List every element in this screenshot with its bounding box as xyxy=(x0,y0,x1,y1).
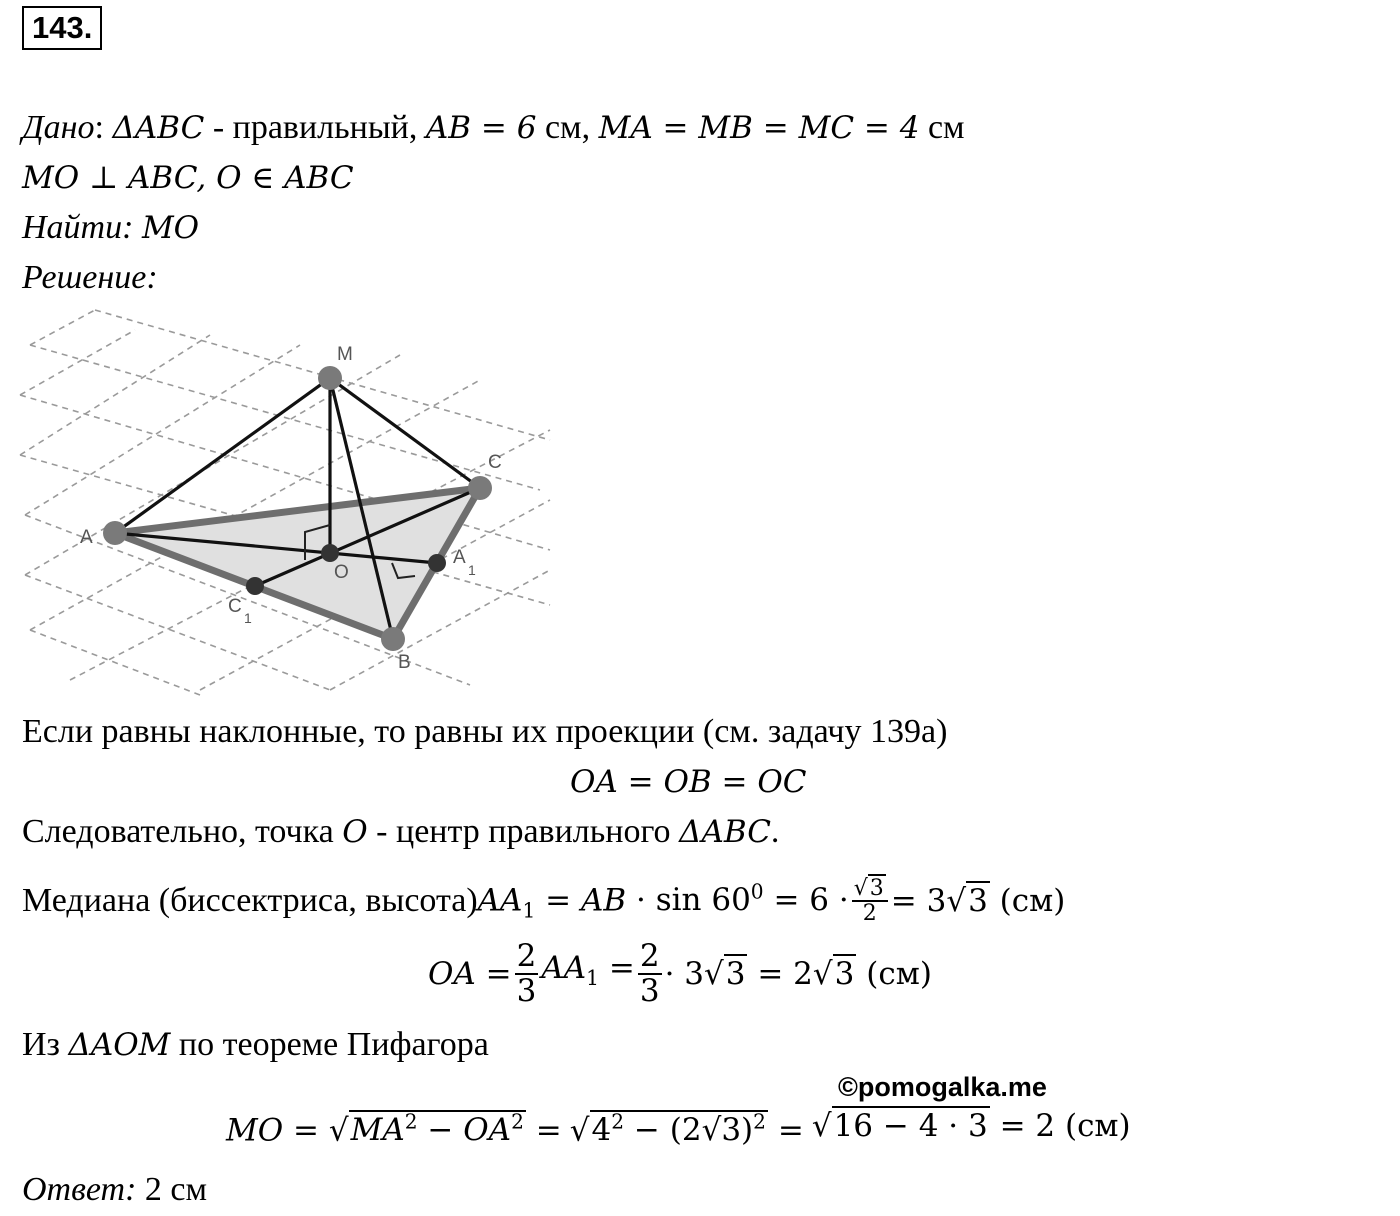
label-O: O xyxy=(334,562,349,583)
answer-label: Ответ: xyxy=(22,1171,137,1208)
label-A1: A xyxy=(453,547,466,568)
pyth-text-2: по теореме Пифагора xyxy=(170,1026,489,1063)
answer-line xyxy=(22,1170,207,1210)
median-expression: $AA_1$ = AB · $\sin 60^0 = 6$ · xyxy=(477,880,849,923)
mo-result: √16 − 4 · 3 = 2 (см) xyxy=(811,1108,1131,1145)
pyth-triangle: ΔAOM xyxy=(68,1027,171,1063)
label-C1-sub: 1 xyxy=(244,610,252,626)
label-C1: C xyxy=(228,596,242,617)
given-units-2: см xyxy=(919,109,965,146)
given-line-2: MO ⊥ ABC, O ∈ ABC xyxy=(22,160,354,196)
statement-projections: Если равны наклонные, то равны их проекции (см. задачу 139а) xyxy=(22,713,948,750)
watermark-text: ©pomogalka.me xyxy=(838,1072,1047,1102)
statement-center xyxy=(22,812,779,852)
oa-lhs: OA = xyxy=(428,955,512,992)
given-label: Дано xyxy=(22,109,95,146)
pyramid-figure xyxy=(0,300,580,700)
center-text-1: Следовательно, точка xyxy=(22,813,343,850)
label-C: C xyxy=(488,452,502,473)
median-text: Медиана (биссектриса, высота) xyxy=(22,882,478,920)
center-triangle: ΔABC xyxy=(679,814,771,850)
find-value: MO xyxy=(141,210,200,246)
oa-aa1: $AA_1$ = xyxy=(541,950,635,991)
statement-pythagoras xyxy=(22,1025,489,1065)
mo-lhs: MO = $√MA^2 - OA^2$ = xyxy=(226,1110,562,1149)
label-A1-sub: 1 xyxy=(468,562,476,578)
given-text: - правильный, xyxy=(204,109,426,146)
solution-label: Решение: xyxy=(22,259,158,296)
given-units-1: см, xyxy=(536,109,599,146)
pyth-text-1: Из xyxy=(22,1026,69,1063)
given-ma: MA = MB = MC = 4 xyxy=(598,110,920,146)
oa-result: · 3√3 = 2√3 (см) xyxy=(664,955,932,992)
center-point-o: O xyxy=(342,814,368,850)
fraction-two-thirds: $\frac{2}{3}$ xyxy=(516,938,537,1009)
given-ab: AB = 6 xyxy=(425,110,537,146)
oa-formula xyxy=(428,940,932,1007)
median-formula xyxy=(22,872,1065,931)
mo-formula xyxy=(226,1102,1131,1150)
problem-number: 143. xyxy=(22,6,102,50)
center-period: . xyxy=(770,813,780,850)
given-triangle: ΔABC xyxy=(112,110,205,146)
given-line-1: Дано: ΔABC - правильный, AB = 6 см, MA = MB = MC = 4 см xyxy=(22,109,965,146)
median-result: = 3√3 (см) xyxy=(890,883,1066,920)
center-text-2: - центр правильного xyxy=(367,813,680,850)
sqrt3-over-2: $\frac{√3}{2}$ xyxy=(852,877,888,925)
find-label: Найти: xyxy=(22,209,134,246)
equation-oa-ob-oc: OA = OB = OC xyxy=(570,764,807,800)
find-line xyxy=(22,208,199,248)
label-M: M xyxy=(337,344,353,365)
answer-value: 2 см xyxy=(136,1171,207,1208)
label-A: A xyxy=(80,527,93,548)
label-B: B xyxy=(398,652,411,673)
fraction-two-thirds-2: $\frac{2}{3}$ xyxy=(639,938,660,1009)
mo-middle: $√4^2 - (2√3)^2$ = xyxy=(569,1110,804,1149)
